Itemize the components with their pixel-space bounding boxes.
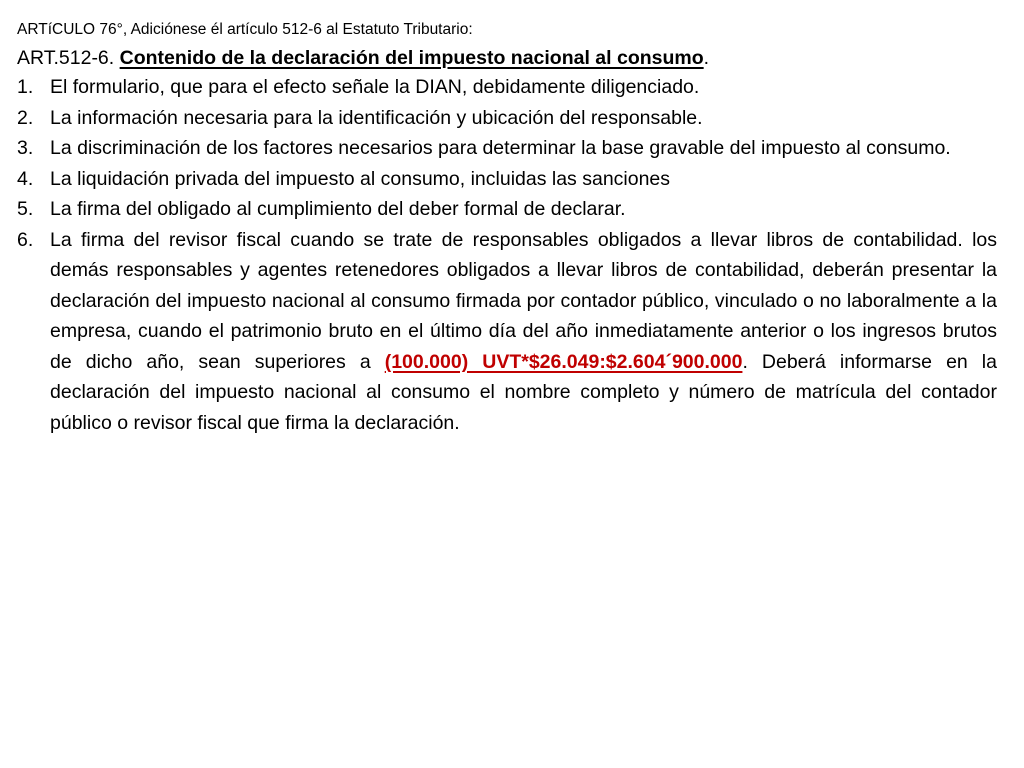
list-item-text: La firma del obligado al cumplimiento del deber formal de declarar. bbox=[50, 198, 626, 220]
list-item-number: 6. bbox=[17, 228, 34, 251]
list-item-text: La discriminación de los factores necesarios para determinar la base gravable del impuesto al consumo. bbox=[50, 137, 951, 159]
list-item-text-after: . Deberá informarse en la declaración del impuesto nacional al consumo el nombre completo y número de matrícula del contador público o revisor fiscal que firma la declaración. bbox=[50, 350, 997, 434]
article-title bbox=[17, 44, 997, 72]
list-item-number: 3. bbox=[17, 137, 34, 159]
list-item-3 bbox=[15, 133, 997, 164]
uvt-threshold-highlight: (100.000) UVT*$26.049:$2.604´900.000 bbox=[384, 350, 743, 373]
list-item-text: La liquidación privada del impuesto al consumo, incluidas las sanciones bbox=[50, 167, 671, 190]
list-item-number: 5. bbox=[17, 198, 34, 220]
list-item-5 bbox=[15, 194, 997, 225]
list-item-text-before: La firma del revisor fiscal cuando se trate de responsables obligados a llevar libros de contabilidad. los demás responsables y agentes retenedores obligados a llevar libros de contabilidad, deberán presentar la declaración del impuesto nacional al consumo firmada por contador público, vinculado o no laboralmente a la empresa, cuando el patrimonio bruto en el último día del año inmediatamente anterior o los ingresos brutos de dicho año, sean superiores a bbox=[50, 228, 997, 373]
list-item-number: 1. bbox=[17, 76, 34, 98]
article-title-prefix: ART.512-6. bbox=[17, 47, 120, 69]
list-item-number: 2. bbox=[17, 106, 34, 129]
list-item-2 bbox=[15, 103, 997, 134]
list-item-text bbox=[50, 225, 997, 439]
list-item-text: La información necesaria para la identificación y ubicación del responsable. bbox=[50, 106, 703, 129]
article-title-suffix: . bbox=[703, 47, 710, 69]
list-item-text: El formulario, que para el efecto señale la DIAN, debidamente diligenciado. bbox=[50, 76, 700, 98]
slide-content bbox=[15, 18, 997, 438]
list-item-1 bbox=[15, 72, 997, 103]
list-item-number: 4. bbox=[17, 167, 34, 190]
article-title-heading: Contenido de la declaración del impuesto nacional al consumo bbox=[119, 47, 704, 69]
list-item-4 bbox=[15, 164, 997, 195]
list-item-6 bbox=[15, 225, 997, 439]
article-intro: ARTíCULO 76°, Adiciónese él artículo 512-6 al Estatuto Tributario: bbox=[17, 21, 473, 38]
numbered-list bbox=[15, 72, 997, 438]
